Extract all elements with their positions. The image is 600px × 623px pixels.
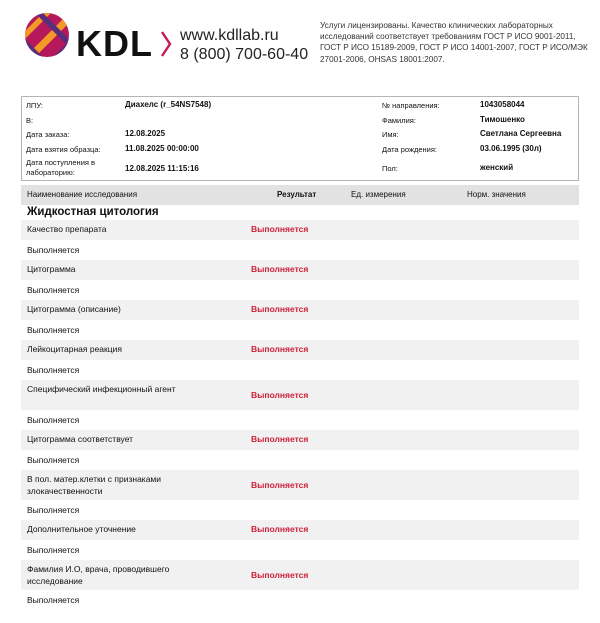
results-table-header — [21, 185, 579, 205]
test-result: Выполняется — [251, 524, 309, 534]
table-row — [21, 300, 579, 340]
surname-value: Тимошенко — [480, 115, 525, 124]
table-row — [21, 340, 579, 380]
test-name: Цитограмма (описание) — [27, 304, 121, 314]
chevron-right-icon — [160, 30, 172, 58]
birth-label: Дата рождения: — [382, 145, 437, 154]
table-row — [21, 220, 579, 260]
test-result: Выполняется — [251, 224, 309, 234]
surname-label: Фамилия: — [382, 116, 416, 125]
referral-value: 1043058044 — [480, 100, 525, 109]
lab-date-label: Дата поступления в лабораторию: — [26, 158, 96, 177]
test-result: Выполняется — [251, 344, 309, 354]
birth-value: 03.06.1995 (30л) — [480, 144, 542, 153]
table-row — [21, 470, 579, 520]
lpu-value: Диахелс (r_54NS7548) — [125, 100, 212, 109]
test-status: Выполняется — [27, 365, 80, 375]
col-norm-header: Норм. значения — [467, 190, 526, 199]
table-row — [21, 520, 579, 560]
license-text: Услуги лицензированы. Качество клинических лабораторных исследований соответствует требованиям ГОСТ Р ИСО 9001-2011, ГОСТ Р ИСО 15189-2009, ГОСТ Р ИСО 14001-2007, ГОСТ Р ИСО/МЭК 27001-2006, OHSAS 18001:2007. — [320, 21, 588, 64]
phone-number: 8 (800) 700-60-40 — [180, 46, 309, 63]
test-status: Выполняется — [27, 595, 80, 605]
sex-label: Пол: — [382, 164, 398, 173]
test-name: Лейкоцитарная реакция — [27, 344, 122, 354]
table-row — [21, 380, 579, 430]
test-status: Выполняется — [27, 505, 80, 515]
sample-date-value: 11.08.2025 00:00:00 — [125, 144, 199, 153]
test-status: Выполняется — [27, 285, 80, 295]
table-row — [21, 430, 579, 470]
table-row — [21, 260, 579, 300]
kdl-logo-icon — [24, 12, 70, 58]
test-name: Фамилия И.О, врача, проводившего исследование — [27, 564, 170, 586]
test-name: Цитограмма соответствует — [27, 434, 134, 444]
test-status: Выполняется — [27, 325, 80, 335]
v-label: В: — [26, 116, 34, 125]
test-name: Цитограмма — [27, 264, 76, 274]
test-status: Выполняется — [27, 545, 80, 555]
table-row — [21, 560, 579, 610]
lab-date-value: 12.08.2025 11:15:16 — [125, 164, 199, 173]
section-title: Жидкостная цитология — [27, 206, 159, 218]
lpu-label: ЛПУ: — [26, 101, 43, 110]
patient-info — [21, 96, 579, 181]
sample-date-label: Дата взятия образца: — [26, 145, 101, 154]
test-name: Дополнительное уточнение — [27, 524, 136, 534]
test-name: Качество препарата — [27, 224, 107, 234]
contacts — [180, 26, 308, 64]
test-result: Выполняется — [251, 480, 309, 490]
test-result: Выполняется — [251, 434, 309, 444]
test-status: Выполняется — [27, 415, 80, 425]
test-status: Выполняется — [27, 245, 80, 255]
test-result: Выполняется — [251, 570, 309, 580]
col-unit-header: Ед. измерения — [351, 190, 406, 199]
sex-value: женский — [480, 163, 514, 172]
test-name: Специфический инфекционный агент — [27, 384, 176, 394]
order-date-value: 12.08.2025 — [125, 129, 166, 138]
test-result: Выполняется — [251, 264, 309, 274]
name-label: Имя: — [382, 130, 399, 139]
test-status: Выполняется — [27, 455, 80, 465]
col-result-header: Результат — [277, 190, 317, 199]
test-name: В пол. матер.клетки с признаками злокачественности — [27, 474, 162, 496]
referral-label: № направления: — [382, 101, 440, 110]
order-date-label: Дата заказа: — [26, 130, 70, 139]
brand-name: KDL — [76, 23, 153, 64]
test-result: Выполняется — [251, 304, 309, 314]
name-value: Светлана Сергеевна — [480, 129, 562, 138]
col-name-header: Наименование исследования — [27, 190, 138, 199]
site-link[interactable]: www.kdllab.ru — [180, 27, 279, 44]
test-result: Выполняется — [251, 390, 309, 400]
